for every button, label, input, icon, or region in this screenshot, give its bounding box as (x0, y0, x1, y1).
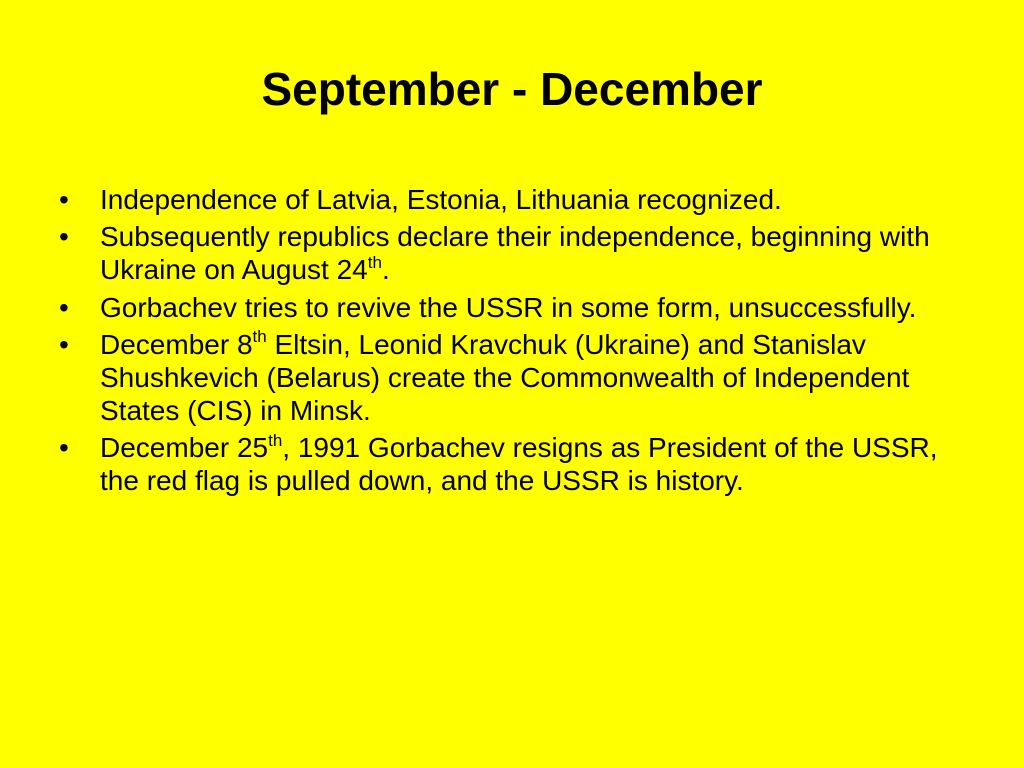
bullet-text-end: , 1991 Gorbachev resigns as President of the USSR, the red flag is pulled down, and the USSR is history. (100, 432, 938, 497)
ordinal-suffix: th (252, 327, 267, 347)
bullet-glyph: • (59, 291, 69, 323)
bullet-text: Gorbachev tries to revive the USSR in some form, unsuccessfully. (100, 291, 917, 323)
bullet-text: December 25 (100, 432, 269, 464)
bullet-glyph: • (59, 432, 69, 464)
bullet-text: Subsequently republics declare their independence, beginning with Ukraine on August 24 (100, 221, 930, 286)
ordinal-suffix: th (367, 253, 382, 273)
slide-title: September - December (261, 63, 763, 115)
bullet-text: Independence of Latvia, Estonia, Lithuania recognized. (100, 184, 782, 215)
bullet-glyph: • (59, 221, 69, 253)
bullet-item (55, 291, 975, 324)
ordinal-suffix: th (268, 430, 283, 450)
bullet-text-end: . (381, 254, 390, 286)
bullet-item (55, 183, 975, 216)
bullet-list (55, 183, 975, 502)
bullet-item (55, 220, 975, 286)
bullet-item (55, 328, 975, 428)
bullet-glyph: • (59, 328, 69, 360)
bullet-text-end: Eltsin, Leonid Kravchuk (Ukraine) and Stanislav Shushkevich (Belarus) create the Commonwealth of Independent States (CIS) in Minsk. (100, 328, 910, 427)
bullet-item (55, 431, 975, 497)
bullet-glyph: • (59, 184, 69, 215)
bullet-text: December 8 (100, 328, 253, 360)
